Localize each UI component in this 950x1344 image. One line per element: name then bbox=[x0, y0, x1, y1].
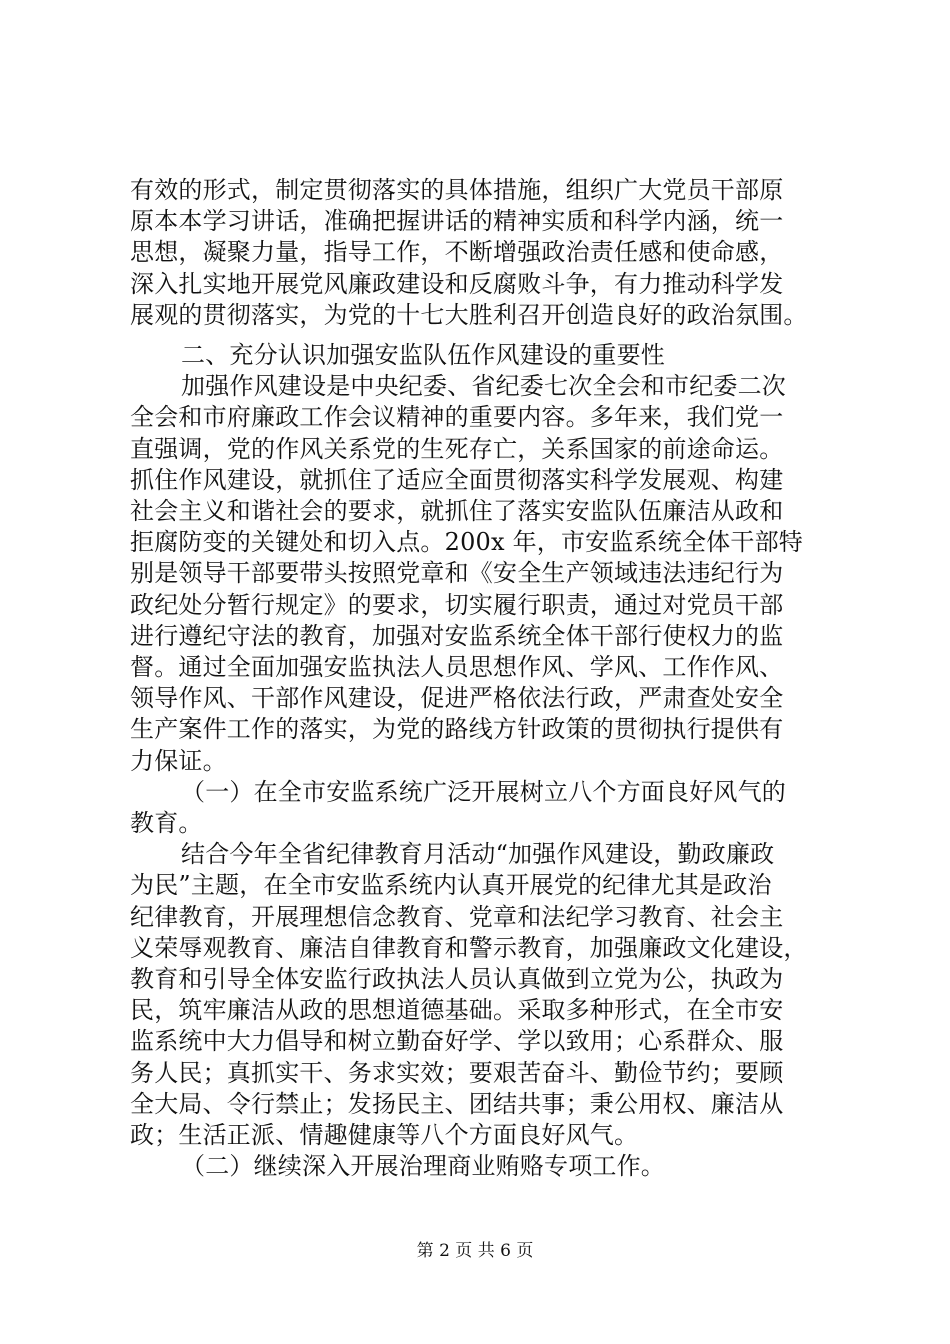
body-line: 力保证。 bbox=[130, 746, 227, 775]
body-line: 教育和引导全体安监行政执法人员认真做到立党为公，执政为 bbox=[130, 965, 784, 993]
body-line: 督。通过全面加强安监执法人员思想作风、学风、工作作风、 bbox=[130, 653, 784, 681]
section-heading: 二、充分认识加强安监队伍作风建设的重要性 bbox=[181, 341, 665, 369]
body-line: 全会和市府廉政工作会议精神的重要内容。多年来，我们党一 bbox=[130, 403, 784, 432]
body-line: 义荣辱观教育、廉洁自律教育和警示教育，加强廉政文化建设， bbox=[130, 933, 808, 962]
body-line: 原本本学习讲话，准确把握讲话的精神实质和科学内涵，统一 bbox=[130, 207, 784, 236]
body-line: 深入扎实地开展党风廉政建设和反腐败斗争，有力推动科学发 bbox=[130, 269, 784, 298]
body-line: 民，筑牢廉洁从政的思想道德基础。采取多种形式，在全市安 bbox=[130, 996, 784, 1025]
body-line: 领导作风、干部作风建设，促进严格依法行政，严肃查处安全 bbox=[130, 684, 784, 713]
subsection-heading-continued: 教育。 bbox=[130, 809, 203, 837]
subsection-heading: （二）继续深入开展治理商业贿赂专项工作。 bbox=[181, 1152, 665, 1181]
body-line: 政；生活正派、情趣健康等八个方面良好风气。 bbox=[130, 1121, 639, 1149]
subsection-heading: （一）在全市安监系统广泛开展树立八个方面良好风气的 bbox=[181, 777, 786, 806]
body-line: 有效的形式，制定贯彻落实的具体措施，组织广大党员干部原 bbox=[130, 176, 784, 204]
body-line: 拒腐防变的关键处和切入点。200x 年，市安监系统全体干部特 bbox=[130, 528, 803, 557]
page-footer: 第 2 页 共 6 页 bbox=[416, 1241, 534, 1261]
body-line: 生产案件工作的落实，为党的路线方针政策的贯彻执行提供有 bbox=[130, 715, 784, 744]
body-line: 为民”主题，在全市安监系统内认真开展党的纪律尤其是政治 bbox=[130, 871, 772, 900]
body-line: 社会主义和谐社会的要求，就抓住了落实安监队伍廉洁从政和 bbox=[130, 497, 784, 525]
paragraph-first-line: 加强作风建设是中央纪委、省纪委七次全会和市纪委二次 bbox=[181, 372, 786, 401]
body-line: 直强调，党的作风关系党的生死存亡，关系国家的前途命运。 bbox=[130, 434, 784, 463]
body-line: 政纪处分暂行规定》的要求，切实履行职责，通过对党员干部 bbox=[130, 590, 784, 619]
body-line: 思想，凝聚力量，指导工作，不断增强政治责任感和使命感， bbox=[130, 238, 784, 267]
body-line: 别是领导干部要带头按照党章和《安全生产领域违法违纪行为 bbox=[130, 559, 784, 588]
body-line: 展观的贯彻落实，为党的十七大胜利召开创造良好的政治氛围。 bbox=[130, 300, 808, 329]
body-line: 务人民；真抓实干、务求实效；要艰苦奋斗、勤俭节约；要顾 bbox=[130, 1058, 784, 1087]
body-line: 进行遵纪守法的教育，加强对安监系统全体干部行使权力的监 bbox=[130, 621, 784, 650]
body-line: 抓住作风建设，就抓住了适应全面贯彻落实科学发展观、构建 bbox=[130, 465, 784, 494]
body-line: 监系统中大力倡导和树立勤奋好学、学以致用；心系群众、服 bbox=[130, 1027, 784, 1056]
paragraph-first-line: 结合今年全省纪律教育月活动“加强作风建设，勤政廉政 bbox=[181, 840, 775, 869]
body-line: 全大局、令行禁止；发扬民主、团结共事；秉公用权、廉洁从 bbox=[130, 1089, 784, 1118]
body-line: 纪律教育，开展理想信念教育、党章和法纪学习教育、社会主 bbox=[130, 902, 784, 931]
